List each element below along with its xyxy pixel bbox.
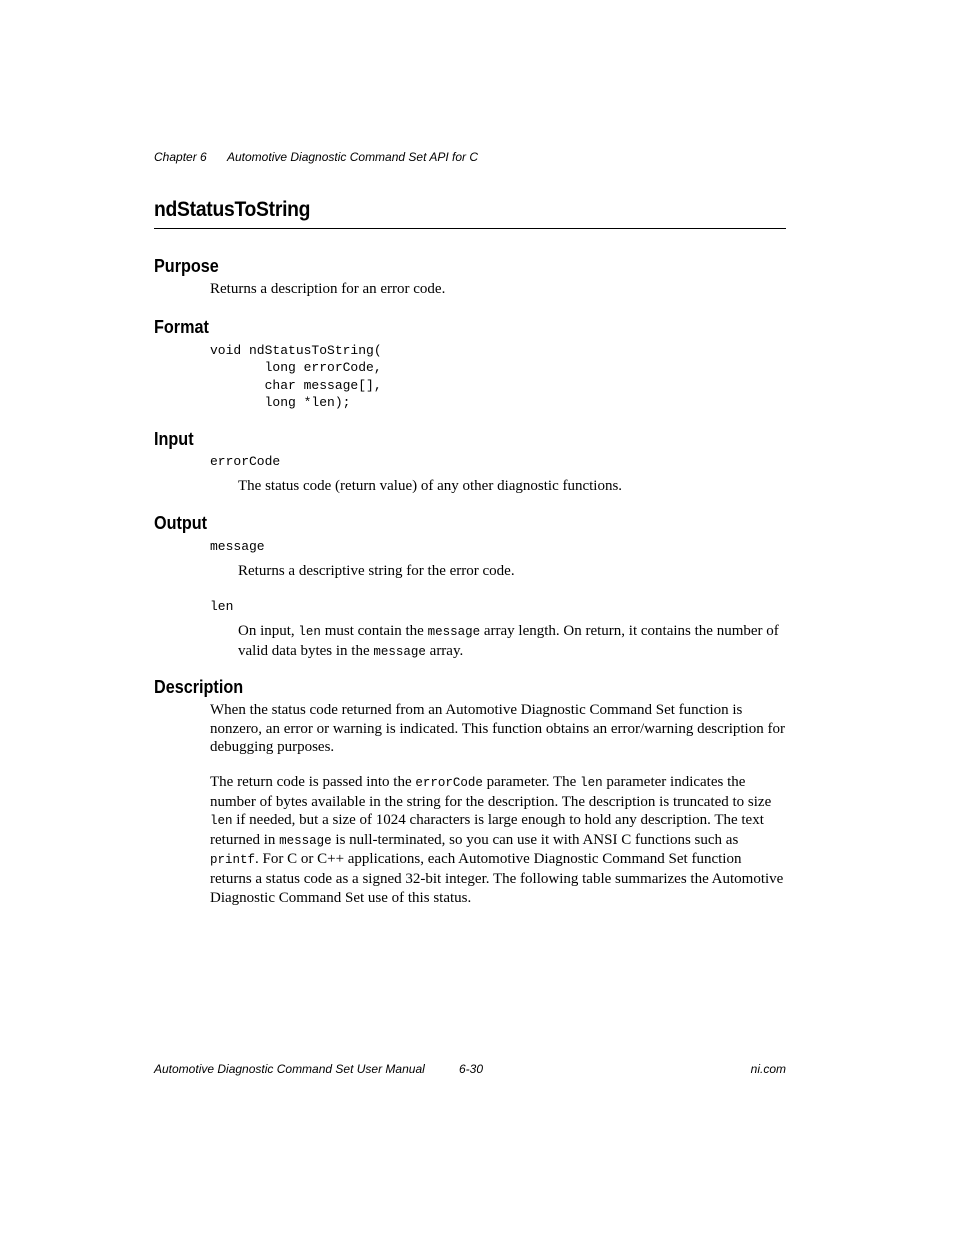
text-run: parameter indicates the number of bytes available in the string for the description. The description is truncated to size bbox=[210, 774, 772, 810]
text-run: The return code is passed into the bbox=[210, 774, 416, 790]
inline-code: errorCode bbox=[415, 776, 483, 790]
text-run: if needed, but a size of 1024 characters is large enough to hold any description. The text returned in bbox=[210, 812, 764, 848]
param-name-errorcode: errorCode bbox=[210, 454, 281, 469]
description-paragraph-2 bbox=[210, 773, 786, 907]
param-desc-len bbox=[238, 622, 786, 661]
code-line: long errorCode, bbox=[210, 360, 382, 376]
page-footer bbox=[154, 1062, 786, 1076]
footer-site: ni.com bbox=[750, 1062, 786, 1076]
text-run: array. bbox=[425, 642, 464, 659]
inline-code: message bbox=[373, 644, 426, 659]
input-heading: Input bbox=[154, 429, 194, 449]
purpose-text: Returns a description for an error code. bbox=[210, 281, 446, 297]
code-line: long *len); bbox=[210, 394, 351, 410]
text-run: is null-terminated, so you can use it with ANSI C functions such as bbox=[331, 831, 739, 848]
param-desc-errorcode: The status code (return value) of any other diagnostic functions. bbox=[238, 478, 623, 494]
text-run: array length. On return, it contains the number of valid data bytes in the bbox=[238, 623, 779, 659]
inline-code: message bbox=[427, 625, 481, 639]
text-run: . For C or C++ applications, each Automotive Diagnostic Command Set function returns a status code as a signed 32-bit integer. The following table summarizes the Automotive Diagnostic Command Set use of this status. bbox=[210, 851, 784, 906]
description-heading: Description bbox=[154, 677, 244, 697]
code-line: void ndStatusToString( bbox=[210, 343, 382, 358]
chapter-title: Automotive Diagnostic Command Set API for C bbox=[227, 150, 478, 164]
footer-manual-title: Automotive Diagnostic Command Set User Manual bbox=[154, 1062, 425, 1076]
text-run: parameter. The bbox=[482, 774, 581, 790]
param-name-len: len bbox=[210, 599, 234, 614]
code-line: char message[], bbox=[210, 377, 382, 393]
purpose-heading: Purpose bbox=[154, 256, 219, 276]
param-name-message: message bbox=[210, 539, 265, 554]
inline-code: len bbox=[580, 776, 603, 790]
output-heading: Output bbox=[154, 513, 208, 533]
text-run: On input, bbox=[238, 623, 299, 639]
inline-code: message bbox=[279, 833, 332, 848]
page-number: 6-30 bbox=[459, 1062, 484, 1076]
running-header bbox=[154, 150, 478, 164]
inline-code: len bbox=[298, 625, 321, 639]
param-desc-message: Returns a descriptive string for the error code. bbox=[238, 563, 515, 579]
title-rule bbox=[154, 228, 786, 229]
format-code bbox=[210, 342, 382, 411]
page-title: ndStatusToString bbox=[154, 198, 311, 221]
description-paragraph-1: When the status code returned from an Automotive Diagnostic Command Set function is nonzero, an error or warning is indicated. This function obtains an error/warning description for debugging purposes. bbox=[210, 702, 785, 756]
inline-code: printf bbox=[210, 853, 256, 868]
text-run: must contain the bbox=[320, 623, 428, 639]
inline-code: len bbox=[210, 814, 233, 829]
chapter-label: Chapter 6 bbox=[154, 150, 207, 164]
format-heading: Format bbox=[154, 317, 209, 337]
